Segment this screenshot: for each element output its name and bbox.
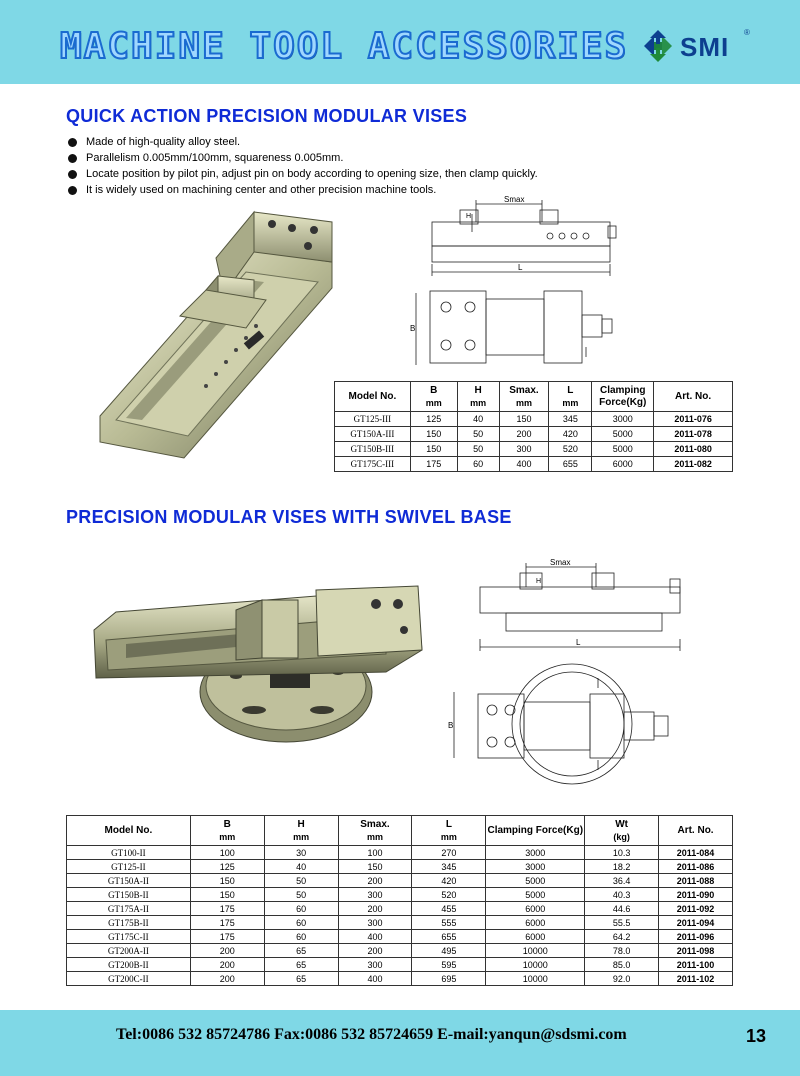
table-cell: 10.3: [585, 846, 659, 860]
table-cell: 2011-082: [654, 457, 733, 472]
table-cell: 40: [457, 412, 499, 427]
header-title: MACHINE TOOL ACCESSORIES: [60, 26, 629, 67]
table-row: [67, 902, 733, 916]
swivel-vise-side-view-drawing: [446, 553, 696, 653]
table-cell: 2011-102: [659, 972, 733, 986]
table-cell: 60: [264, 902, 338, 916]
section1-title: QUICK ACTION PRECISION MODULAR VISES: [66, 106, 468, 126]
column-header: [592, 382, 654, 412]
table-cell: 60: [264, 930, 338, 944]
bullet-icon: [68, 154, 77, 163]
table-cell: 2011-092: [659, 902, 733, 916]
table-cell: 50: [264, 874, 338, 888]
list-item: [68, 166, 538, 182]
table-cell: 175: [190, 916, 264, 930]
table-cell: 3000: [592, 412, 654, 427]
table-cell: 50: [457, 442, 499, 457]
table-cell: 40.3: [585, 888, 659, 902]
table-body: [335, 412, 733, 472]
smax-label: Smax: [504, 195, 525, 204]
column-header-unit: (kg): [613, 831, 630, 842]
table-cell: 125: [190, 860, 264, 874]
table-cell: 520: [412, 888, 486, 902]
column-header: [335, 382, 411, 412]
table-cell: GT175B-II: [67, 916, 191, 930]
table-cell: 3000: [486, 860, 585, 874]
bullet-icon: [68, 170, 77, 179]
column-header: [659, 816, 733, 846]
table-row: [335, 427, 733, 442]
table-cell: 40: [264, 860, 338, 874]
table-cell: GT125-III: [335, 412, 411, 427]
column-header-label: H: [474, 384, 482, 396]
table-cell: GT150B-III: [335, 442, 411, 457]
table-cell: 2011-086: [659, 860, 733, 874]
table-row: [67, 846, 733, 860]
table-cell: 100: [338, 846, 412, 860]
table-cell: 175: [410, 457, 457, 472]
table-header-row: [67, 816, 733, 846]
column-header: [67, 816, 191, 846]
table-row: [335, 442, 733, 457]
table-cell: 345: [549, 412, 592, 427]
table-cell: 300: [338, 888, 412, 902]
table-cell: 2011-098: [659, 944, 733, 958]
table-cell: 5000: [592, 427, 654, 442]
section2-title: PRECISION MODULAR VISES WITH SWIVEL BASE: [66, 507, 512, 527]
logo-text: SMI: [680, 32, 730, 62]
table-cell: GT150B-II: [67, 888, 191, 902]
column-header: [486, 816, 585, 846]
table-cell: 2011-078: [654, 427, 733, 442]
table-cell: 92.0: [585, 972, 659, 986]
table-cell: 150: [410, 427, 457, 442]
column-header-unit: mm: [219, 831, 236, 842]
column-header: [499, 382, 549, 412]
table-cell: 85.0: [585, 958, 659, 972]
table-cell: 6000: [592, 457, 654, 472]
column-header: [654, 382, 733, 412]
table-cell: 655: [549, 457, 592, 472]
column-header-label: L: [445, 818, 452, 830]
table-cell: 400: [338, 972, 412, 986]
b-label: B: [448, 721, 454, 730]
bullet-text: It is widely used on machining center and other precision machine tools.: [86, 184, 437, 196]
table-cell: 60: [457, 457, 499, 472]
bullet-icon: [68, 186, 77, 195]
table-cell: 2011-096: [659, 930, 733, 944]
table-cell: 300: [338, 958, 412, 972]
table-cell: 3000: [486, 846, 585, 860]
table-cell: 200: [338, 874, 412, 888]
table-row: [67, 874, 733, 888]
column-header: [338, 816, 412, 846]
table-cell: GT150A-II: [67, 874, 191, 888]
column-header-label: Smax.: [360, 818, 390, 830]
table-cell: 655: [412, 930, 486, 944]
table-cell: 695: [412, 972, 486, 986]
table-row: [67, 888, 733, 902]
column-header-unit: mm: [470, 397, 487, 408]
table-cell: 36.4: [585, 874, 659, 888]
b-label: B: [410, 324, 416, 333]
column-header: [264, 816, 338, 846]
table-cell: 10000: [486, 972, 585, 986]
table-cell: 2011-088: [659, 874, 733, 888]
table-cell: 200: [190, 958, 264, 972]
table-cell: 150: [410, 442, 457, 457]
table-cell: 520: [549, 442, 592, 457]
table-cell: GT150A-III: [335, 427, 411, 442]
quick-action-vise-photo: [96, 206, 346, 466]
table-row: [67, 944, 733, 958]
swivel-vise-top-view-drawing: [448, 660, 688, 790]
column-header-label: Art. No.: [675, 390, 712, 402]
table-cell: 6000: [486, 930, 585, 944]
table-cell: 2011-094: [659, 916, 733, 930]
column-header: [549, 382, 592, 412]
table-cell: 555: [412, 916, 486, 930]
table-cell: 150: [338, 860, 412, 874]
table-cell: 300: [338, 916, 412, 930]
table-cell: 300: [499, 442, 549, 457]
vise-side-view-drawing: [412, 192, 622, 282]
footer-band: [0, 1010, 800, 1076]
table-cell: 18.2: [585, 860, 659, 874]
table-cell: GT200C-II: [67, 972, 191, 986]
header-band: [0, 0, 800, 84]
column-header-label: Wt: [615, 818, 629, 830]
column-header: [190, 816, 264, 846]
list-item: [68, 134, 538, 150]
table-cell: 345: [412, 860, 486, 874]
column-header: [410, 382, 457, 412]
table-cell: GT100-II: [67, 846, 191, 860]
table-cell: 2011-084: [659, 846, 733, 860]
table-cell: 200: [190, 944, 264, 958]
table-cell: 64.2: [585, 930, 659, 944]
table-row: [335, 457, 733, 472]
column-header-label: Clamping Force(Kg): [599, 384, 647, 408]
table-cell: 65: [264, 972, 338, 986]
column-header: [457, 382, 499, 412]
table-cell: 175: [190, 902, 264, 916]
table-cell: 150: [190, 888, 264, 902]
l-label: L: [518, 263, 523, 272]
table-cell: 200: [499, 427, 549, 442]
list-item: [68, 150, 538, 166]
table-cell: GT175A-II: [67, 902, 191, 916]
table-row: [67, 860, 733, 874]
column-header-label: Model No.: [104, 824, 153, 836]
table-cell: 150: [190, 874, 264, 888]
table-cell: GT200A-II: [67, 944, 191, 958]
column-header-label: Model No.: [348, 390, 397, 402]
column-header-unit: mm: [562, 397, 579, 408]
table-cell: GT175C-II: [67, 930, 191, 944]
column-header-label: Smax.: [509, 384, 539, 396]
smi-logo-mark-icon: [640, 28, 676, 64]
table-cell: 200: [338, 902, 412, 916]
column-header-label: L: [567, 384, 574, 396]
table-cell: 400: [499, 457, 549, 472]
vise-top-view-drawing: [408, 285, 618, 375]
table-cell: 50: [264, 888, 338, 902]
h-label: H: [536, 578, 542, 585]
l-label: L: [576, 638, 581, 647]
table-cell: 175: [190, 930, 264, 944]
table-cell: 5000: [486, 874, 585, 888]
column-header-unit: mm: [425, 397, 442, 408]
column-header-unit: mm: [293, 831, 310, 842]
table-cell: 6000: [486, 916, 585, 930]
smax-label: Smax: [550, 558, 571, 567]
column-header-unit: mm: [515, 397, 532, 408]
bullet-text: Parallelism 0.005mm/100mm, squareness 0.005mm.: [86, 152, 344, 164]
table-cell: 2011-076: [654, 412, 733, 427]
table-row: [67, 930, 733, 944]
table-cell: 200: [190, 972, 264, 986]
column-header-unit: mm: [440, 831, 457, 842]
table-cell: 100: [190, 846, 264, 860]
column-header-label: B: [430, 384, 438, 396]
registered-mark: ®: [744, 28, 750, 37]
bullet-icon: [68, 138, 77, 147]
table-cell: 10000: [486, 944, 585, 958]
section2-spec-table: [66, 815, 733, 986]
column-header-label: H: [297, 818, 305, 830]
table-cell: 30: [264, 846, 338, 860]
table-cell: 5000: [592, 442, 654, 457]
table-cell: GT200B-II: [67, 958, 191, 972]
table-cell: 6000: [486, 902, 585, 916]
column-header-label: Clamping Force(Kg): [487, 824, 584, 836]
table-row: [335, 412, 733, 427]
table-cell: 400: [338, 930, 412, 944]
table-header-row: [335, 382, 733, 412]
table-cell: 2011-080: [654, 442, 733, 457]
table-cell: 595: [412, 958, 486, 972]
table-cell: 55.5: [585, 916, 659, 930]
h-label: H: [466, 213, 472, 220]
table-cell: 65: [264, 944, 338, 958]
table-cell: 420: [412, 874, 486, 888]
column-header-label: Art. No.: [677, 824, 714, 836]
table-cell: GT125-II: [67, 860, 191, 874]
table-cell: 200: [338, 944, 412, 958]
column-header: [412, 816, 486, 846]
table-cell: 125: [410, 412, 457, 427]
table-cell: 455: [412, 902, 486, 916]
table-cell: 495: [412, 944, 486, 958]
table-cell: 78.0: [585, 944, 659, 958]
column-header-label: B: [223, 818, 231, 830]
column-header-unit: mm: [366, 831, 383, 842]
page-number: 13: [746, 1026, 767, 1046]
table-cell: 44.6: [585, 902, 659, 916]
table-cell: 60: [264, 916, 338, 930]
section1-spec-table: [334, 381, 733, 472]
smi-logo: [640, 28, 752, 64]
table-cell: 50: [457, 427, 499, 442]
table-cell: 270: [412, 846, 486, 860]
table-row: [67, 972, 733, 986]
table-cell: 420: [549, 427, 592, 442]
table-cell: 10000: [486, 958, 585, 972]
table-cell: 150: [499, 412, 549, 427]
table-cell: 65: [264, 958, 338, 972]
bullet-text: Locate position by pilot pin, adjust pin on body according to opening size, then clamp quickly.: [86, 168, 538, 180]
contact-info: Tel:0086 532 85724786 Fax:0086 532 85724659 E-mail:yanqun@sdsmi.com: [116, 1026, 627, 1043]
table-row: [67, 916, 733, 930]
feature-list: [68, 134, 538, 198]
table-cell: 5000: [486, 888, 585, 902]
table-row: [67, 958, 733, 972]
column-header: [585, 816, 659, 846]
table-cell: 2011-090: [659, 888, 733, 902]
bullet-text: Made of high-quality alloy steel.: [86, 136, 241, 148]
table-cell: 2011-100: [659, 958, 733, 972]
table-body: [67, 846, 733, 986]
swivel-base-vise-photo: [86, 570, 432, 750]
table-cell: GT175C-III: [335, 457, 411, 472]
